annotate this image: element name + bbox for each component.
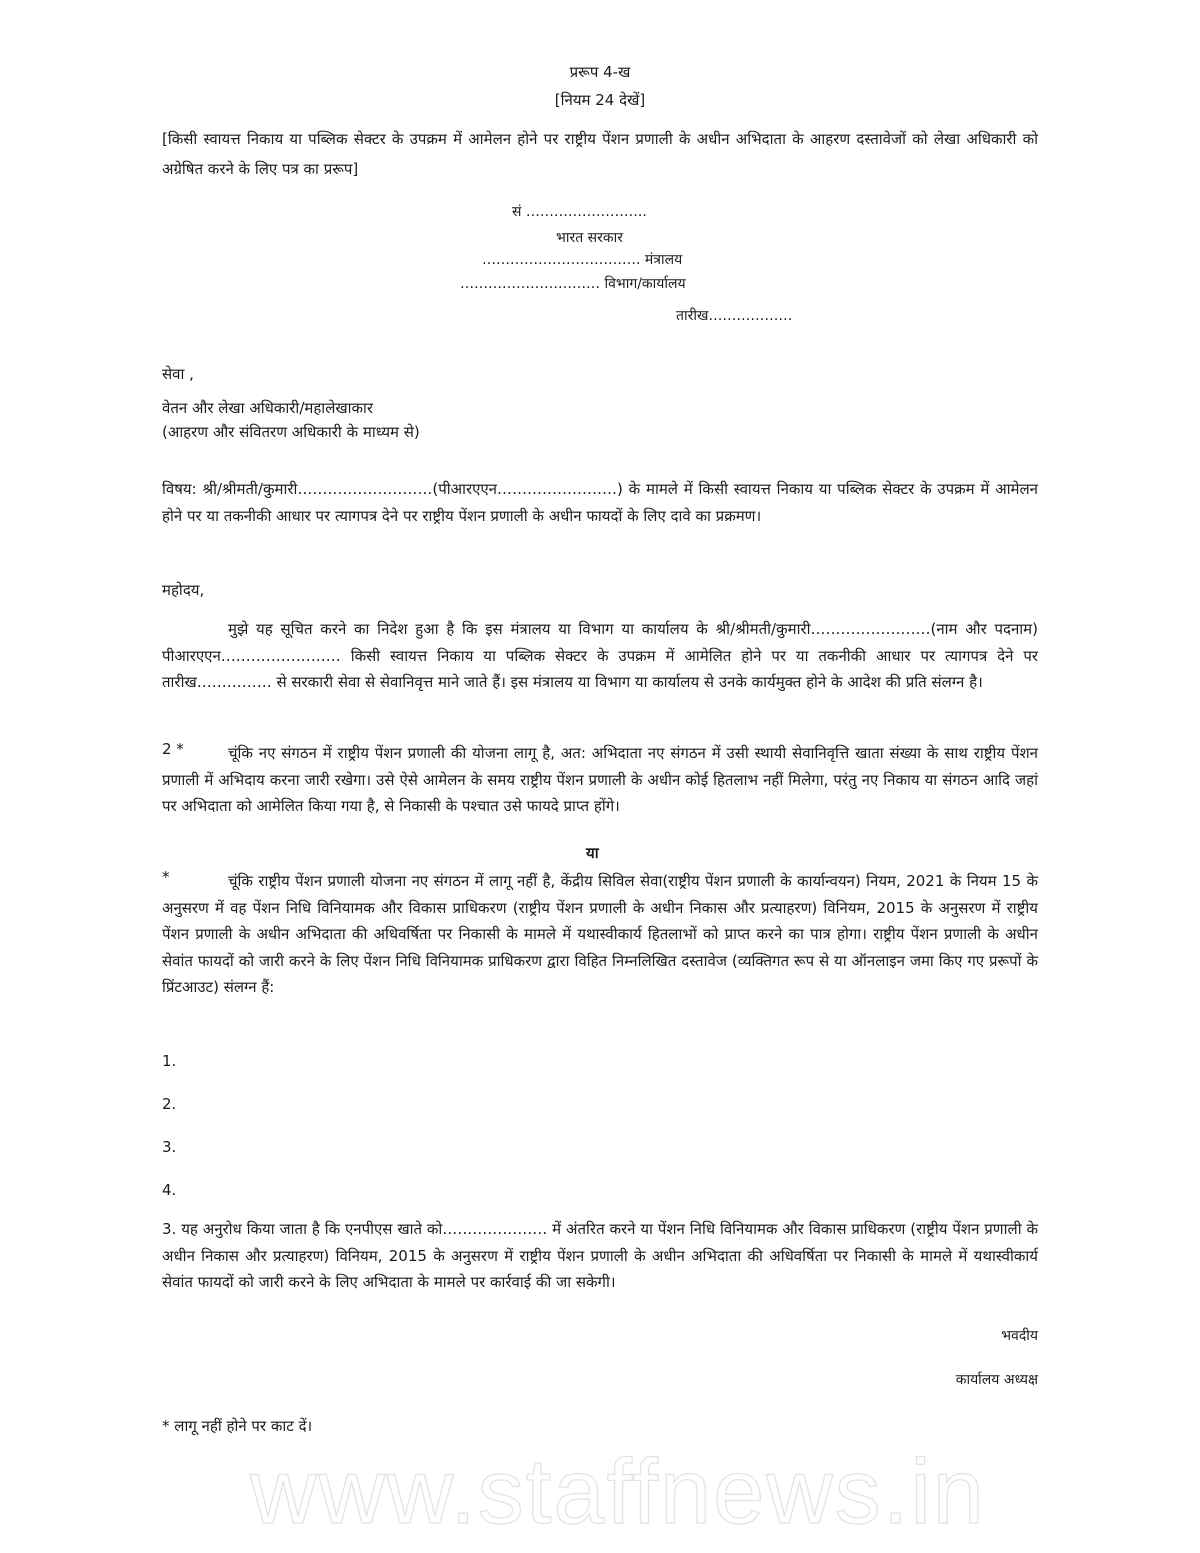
paragraph-1: मुझे यह सूचित करने का निदेश हुआ है कि इस मंत्रालय या विभाग या कार्यालय के श्री/श्रीमती/कुमारी……………………(नाम और पदनाम) पीआरएएन…………………… किसी स्वायत्त निकाय या पब्लिक सेक्टर के उपक्रम में आमेलित होने पर या तकनीकी आधार पर त्यागपत्र देने पर तारीख…………… से सरकारी सेवा से सेवानिवृत्त माने जाते हैं। इस मंत्रालय या विभाग या कार्यालय से उनके कार्यमुक्त होने के आदेश की प्रति संलग्न है। <box>162 620 1038 691</box>
paragraph-3: 3. यह अनुरोध किया जाता है कि एनपीएस खाते को………………… में अंतरित करने या पेंशन निधि विनियामक और विकास प्राधिकरण (राष्ट्रीय पेंशन प्रणाली के अधीन निकास और प्रत्याहरण) विनियम, 2015 के अनुसरण में राष्ट्रीय पेंशन प्रणाली के अधीन अभिदाता की अधिवर्षिता पर निकासी के मामले में यथास्वीकार्य सेवांत फायदों को जारी करने के लिए अभिदाता के मामले पर कार्रवाई की जा सकेगी। <box>162 1220 1038 1291</box>
form-number: प्ररूप 4-ख <box>569 63 631 81</box>
ministry-line: ……………………………. मंत्रालय <box>482 252 683 268</box>
subject-paragraph: विषय: श्री/श्रीमती/कुमारी………………………(पीआरएएन……………………) के मामले में किसी स्वायत्त निकाय या पब्लिक सेक्टर के उपक्रम में आमेलन होने पर या तकनीकी आधार पर त्यागपत्र देने पर राष्ट्रीय पेंशन प्रणाली के अधीन फायदों के लिए दावे का प्रक्रमण। <box>162 480 1038 525</box>
addressee-to: सेवा , <box>162 365 194 383</box>
paragraph-2b-marker: * <box>162 868 170 886</box>
addressee-officer: वेतन और लेखा अधिकारी/महालेखाकार <box>162 399 374 417</box>
salutation: महोदय, <box>162 581 205 599</box>
closing-signatory: कार्यालय अध्यक्ष <box>955 1372 1038 1388</box>
department-line: ………………………… विभाग/कार्यालय <box>460 276 686 292</box>
or-separator: या <box>586 844 599 862</box>
addressee-through: (आहरण और संवितरण अधिकारी के माध्यम से) <box>162 423 420 441</box>
list-item: 3. <box>162 1138 177 1156</box>
footnote: * लागू नहीं होने पर काट दें। <box>162 1417 313 1435</box>
list-item: 2. <box>162 1095 177 1113</box>
form-title: [किसी स्वायत्त निकाय या पब्लिक सेक्टर के उपक्रम में आमेलन होने पर राष्ट्रीय पेंशन प्रणाली के अधीन अभिदाता के आहरण दस्तावेजों को लेखा अधिकारी को अग्रेषित करने के लिए पत्र का प्ररूप] <box>162 130 1038 178</box>
letter-number: सं …………………….. <box>512 204 647 220</box>
rule-reference: [नियम 24 देखें] <box>554 91 646 109</box>
list-item: 1. <box>162 1052 177 1070</box>
paragraph-2-marker: 2 * <box>162 740 184 758</box>
closing-yours: भवदीय <box>1001 1328 1038 1344</box>
watermark-text: www.staffnews.in <box>250 1441 986 1543</box>
date-line: तारीख……………… <box>676 308 793 324</box>
paragraph-2b: चूंकि राष्ट्रीय पेंशन प्रणाली योजना नए संगठन में लागू नहीं है, केंद्रीय सिविल सेवा(राष्ट्रीय पेंशन प्रणाली के कार्यान्वयन) नियम, 2021 के नियम 15 के अनुसरण में वह पेंशन निधि विनियामक और विकास प्राधिकरण (राष्ट्रीय पेंशन प्रणाली के अधीन निकास और प्रत्याहरण) विनियम, 2015 के अनुसरण में राष्ट्रीय पेंशन प्रणाली के अधीन अभिदाता की अधिवर्षिता पर निकासी के मामले में यथास्वीकार्य हितलाभों को प्राप्त करने का पात्र होगा। राष्ट्रीय पेंशन प्रणाली के अधीन सेवांत फायदों को जारी करने के लिए पेंशन निधि विनियामक प्राधिकरण द्वारा विहित निम्नलिखित दस्तावेज (व्यक्तिगत रूप से या ऑनलाइन जमा किए गए प्ररूपों के प्रिंटआउट) संलग्न हैं: <box>162 872 1038 996</box>
paragraph-2: चूंकि नए संगठन में राष्ट्रीय पेंशन प्रणाली की योजना लागू है, अत: अभिदाता नए संगठन में उसी स्थायी सेवानिवृत्ति खाता संख्या के साथ राष्ट्रीय पेंशन प्रणाली में अभिदाय करना जारी रखेगा। उसे ऐसे आमेलन के समय राष्ट्रीय पेंशन प्रणाली के अधीन कोई हितलाभ नहीं मिलेगा, परंतु नए निकाय या संगठन आदि जहां पर अभिदाता को आमेलित किया गया है, से निकासी के पश्चात उसे फायदे प्राप्त होंगे। <box>162 744 1038 815</box>
government-name: भारत सरकार <box>556 230 623 246</box>
list-item: 4. <box>162 1181 177 1199</box>
